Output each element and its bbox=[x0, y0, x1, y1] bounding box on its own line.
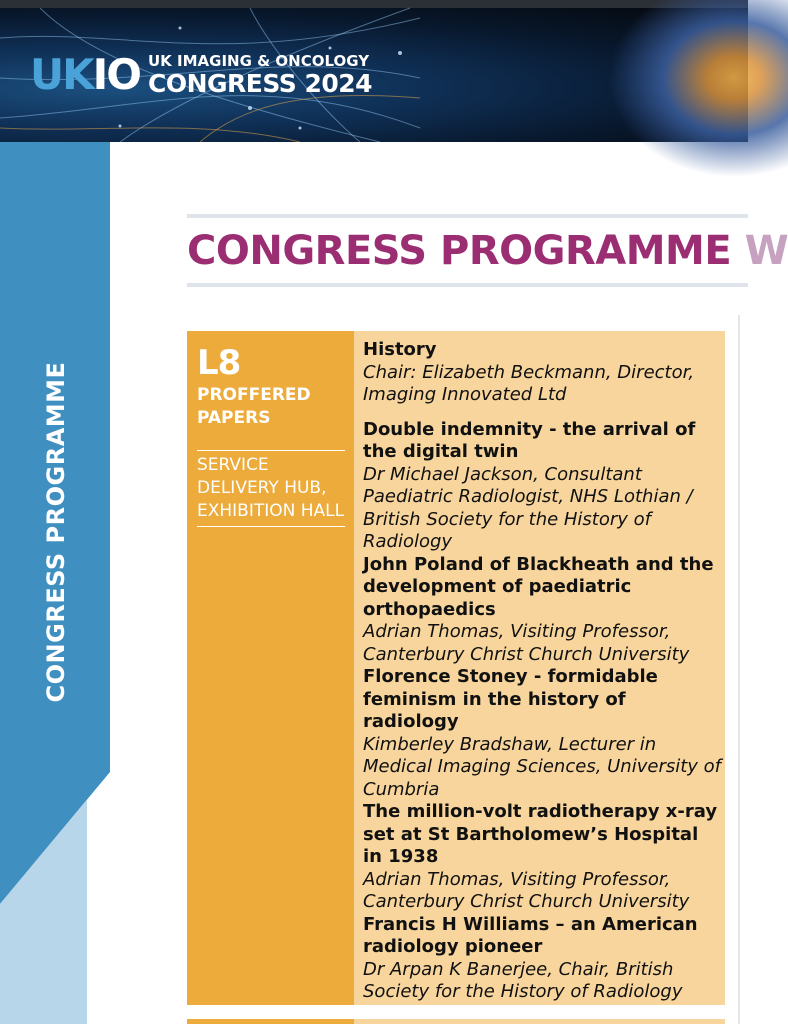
logo-mark bbox=[30, 50, 140, 99]
talk-item bbox=[363, 666, 721, 801]
talk-item bbox=[363, 801, 721, 914]
talk-speaker: Dr Arpan K Banerjee, Chair, British Society for the History of Radiology bbox=[363, 958, 683, 1002]
talk-speaker: Dr Michael Jackson, Consultant Paediatric Radiologist, NHS Lothian / British Society for the History of Radiology bbox=[363, 463, 693, 552]
talk-title: Francis H Williams – an American radiology pioneer bbox=[363, 913, 698, 957]
ukio-logo bbox=[30, 50, 373, 99]
talk-title: Double indemnity - the arrival of the digital twin bbox=[363, 418, 696, 462]
session-type-line-1: PROFFERED bbox=[197, 385, 311, 405]
title-rule-top bbox=[187, 214, 748, 218]
session-theme: History bbox=[363, 339, 437, 360]
talk-item bbox=[363, 419, 721, 554]
page-title-tail: W bbox=[744, 228, 788, 274]
logo-io: IO bbox=[92, 50, 140, 99]
session-content-cell bbox=[354, 331, 725, 1005]
session-code: L8 bbox=[197, 343, 241, 383]
title-rule-bottom bbox=[187, 283, 748, 287]
next-session-strip bbox=[187, 1019, 725, 1024]
logo-uk: UK bbox=[30, 50, 93, 99]
sidebar-band bbox=[0, 142, 110, 1024]
talk-item bbox=[363, 914, 721, 1004]
session-venue-line-2: DELIVERY HUB, bbox=[197, 478, 327, 498]
session-type-line-2: PAPERS bbox=[197, 408, 271, 428]
talk-title: John Poland of Blackheath and the development of paediatric orthopaedics bbox=[363, 553, 714, 620]
talk-speaker: Adrian Thomas, Visiting Professor, Canterbury Christ Church University bbox=[363, 868, 690, 912]
session-venue-line-1: SERVICE bbox=[197, 455, 269, 475]
talk-speaker: Adrian Thomas, Visiting Professor, Canterbury Christ Church University bbox=[363, 621, 690, 665]
page-title-main: CONGRESS PROGRAMME bbox=[187, 228, 732, 274]
talk-title: Florence Stoney - formidable feminism in the history of radiology bbox=[363, 666, 658, 732]
logo-line-1: UK IMAGING & ONCOLOGY bbox=[148, 52, 370, 70]
talk-item bbox=[363, 554, 721, 667]
next-session-strip-right bbox=[354, 1019, 725, 1024]
spacer bbox=[363, 407, 721, 419]
page-title bbox=[187, 228, 788, 274]
talk-title: The million-volt radiotherapy x-ray set at St Bartholomew’s Hospital in 1938 bbox=[363, 801, 718, 867]
congress-banner bbox=[0, 8, 748, 142]
session-content bbox=[363, 339, 721, 1004]
sidebar-vertical-title: CONGRESS PROGRAMME bbox=[42, 361, 70, 703]
column-divider bbox=[738, 315, 740, 1024]
logo-text bbox=[148, 54, 372, 96]
session-chair: Chair: Elizabeth Beckmann, Director, Imaging Innovated Ltd bbox=[363, 361, 695, 405]
logo-line-2: CONGRESS 2024 bbox=[148, 69, 373, 98]
session-label-cell bbox=[187, 331, 354, 1005]
session-venue-line-3: EXHIBITION HALL bbox=[197, 501, 345, 521]
session-divider-bottom bbox=[197, 526, 345, 527]
session-venue bbox=[197, 454, 347, 523]
talk-speaker: Kimberley Bradshaw, Lecturer in Medical Imaging Sciences, University of Cumbria bbox=[363, 733, 722, 800]
session-type bbox=[197, 384, 347, 430]
session-divider-top bbox=[197, 450, 345, 451]
